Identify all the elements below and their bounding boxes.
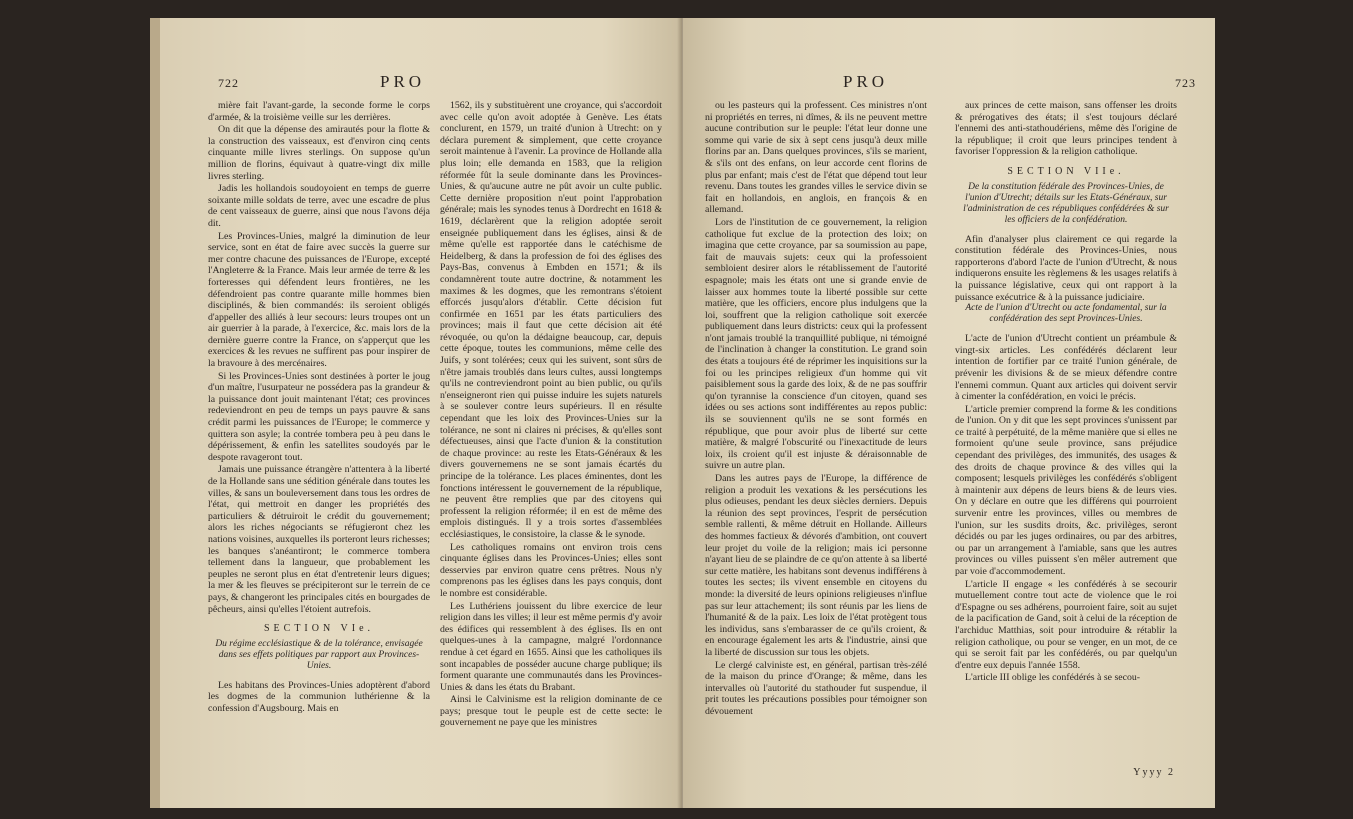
left-running-head: PRO	[380, 72, 426, 91]
paragraph: Afin d'analyser plus clairement ce qui regarde la constitution fédérale des Provinces-Unies, nous rapporterons d'abord l'acte de l'union d'Utrecht, & nous indiquerons ensuite les règlemens & les usages relatifs à la puissance législative, ceux qui ont rapport à la puissance exécutrice & à la puissance judiciaire.	[955, 233, 1177, 303]
left-page	[150, 18, 682, 808]
paragraph: Ainsi le Calvinisme est la religion dominante de ce pays; presque tout le peuple est de cette secte: le gouvernement ne paye que les ministres	[440, 694, 662, 729]
left-page-number: 722	[218, 76, 239, 90]
section-heading: SECTION VIIe.	[1007, 165, 1125, 177]
paragraph: Jadis les hollandois soudoyoient en temps de guerre soixante mille soldats de terre, avec une escadre de plus de cent vaisseaux de guerre, ainsi que nous l'avons déja dit.	[208, 183, 430, 229]
paragraph: 1562, ils y substituèrent une croyance, qui s'accordoit avec celle qu'on avoit adoptée à Genève. Les états conclurent, en 1579, un traité d'union à Utrecht: on y déclara purement & simplement, que cette croyance seroit maintenue à l'avenir. La province de Hollande alla plus loin; elle demanda en 1583, que la religion réformée fût la seule dominante dans les Provinces-Unies, & qu'aucune autre ne pût avoir un culte public. Cette dernière proposition n'eut point l'approbation générale; mais les synodes tenus à Dordrecht en 1618 & 1619, déclarèrent que la religion adoptée seroit enseignée publiquement dans les églises, ainsi & de même qu'elle est rapportée dans le catéchisme de Heidelberg, & dans la profession de foi des églises des Pays-Bas, convenus à Embden en 1571; & ils condamnèrent toute autre doctrine, & notamment les maximes & les dogmes, que les remontrans s'étoient efforcés jusqu'alors d'établir. Cette décision fut confirmée en 1651 par les états particuliers des provinces; mais il faut que cette décision ait été révoquée, ou qu'on la dédaigne beaucoup, car, depuis cette époque, toutes les communions, même celle des Juifs, y sont tolérées; ceux qui les suivent, sont sûrs de n'être jamais troublés dans leurs cultes, aussi longtemps qu'ils ne contreviendront point au bien public, ou qu'ils n'enseigneront rien qui puisse induire les sujets naturels à se soulever contre leurs supérieurs. Il en résulte cependant que les loix des Provinces-Unies sur la tolérance, ne sont ni claires ni précises, & qu'elles sont défectueuses, ainsi que l'acte d'union & la constitution de chaque province: au reste les Etats-Généraux & les divers gouvernemens ne se sont jamais écartés du principe de la tolérance. Les places éminentes, dont les fonctions intéressent le gouvernement de la république, ne peuvent être remplies que par des citoyens qui professent la religion réformée; il en est de même des emplois distingués. Il y a trois sortes d'assemblées ecclésiastiques, le consistoire, la classe & le synode.	[440, 100, 662, 540]
section-heading: SECTION VIe.	[263, 623, 375, 635]
paragraph: mière fait l'avant-garde, la seconde forme le corps d'armée, & la troisième veille sur les derrières.	[208, 100, 430, 123]
paragraph: Les catholiques romains ont environ trois cens cinquante églises dans les Provinces-Unies; elles sont desservies par environ quatre cens prêtres. Nous n'y comprenons pas les églises dans les pays conquis, dont le nombre est considérable.	[440, 541, 662, 599]
paragraph: On dit que la dépense des amirautés pour la flotte & la construction des vaisseaux, est d'environ cinq cents cinquante mille livres sterlings. On suppose qu'un million de florins, équivaut à quatre-vingt dix mille livres sterling.	[208, 124, 430, 182]
right-col-2	[955, 100, 1177, 790]
paragraph: Jamais une puissance étrangère n'attentera à la liberté de la Hollande sans une sédition générale dans toutes les villes, & sans un bouleversement dans tous les ordres de l'état, qui mettroit en danger les propriétés des particuliers & détruiroit le crédit du gouvernement; alors les riches négociants se réfugieront chez les nations voisines, auxquelles ils porteront leurs richesses; les banques s'anéantiront; le commerce tombera tellement dans la langueur, que probablement les peuples ne seront plus en état d'entretenir leurs digues; la mer & les fleuves se précipiteront sur le terrein de ce pays, & changeront les principales cités en bourgades de pêcheurs, ainsi qu'elles l'étoient autrefois.	[208, 464, 430, 615]
paragraph: L'article III oblige les confédérés à se secou-	[965, 672, 1141, 684]
left-col-2	[440, 100, 662, 790]
section-title: Du régime ecclésiastique & de la tolérance, envisagée dans ses effets politiques par rapport aux Provinces-Unies.	[215, 638, 423, 671]
paragraph: Les Provinces-Unies, malgré la diminution de leur service, sont en état de faire avec succès la guerre sur mer contre chacune des puissances de l'Europe, excepté l'Angleterre & la France. Mais leur armée de terre & les forteresses qui défendent leurs frontières, ne les défendroient pas contre quarante mille hommes bien disciplinés, & bien commandés: ils seroient obligés d'appeller des alliés à leur secours: leurs troupes ont un air guerrier à la parade, à l'exercice, &c. mais lors de la dernière guerre contre la France, on s'apperçut que les exercices & les revues ne suffirent pas pour inspirer de la bravoure à des mercénaires.	[208, 230, 430, 370]
subsection-title: Acte de l'union d'Utrecht ou acte fondamental, sur la confédération des sept Provinces-Unies.	[965, 303, 1167, 325]
paragraph: L'article II engage « les confédérés à se secourir mutuellement contre tout acte de violence que le roi d'Espagne ou ses adhérens, pourroient faire, soit au sujet de la pacification de Gand, soit à celui de la réception de l'archiduc Matthias, soit pour introduire & rétablir la religion catholique, ou pour se venger, en un mot, de ce qui se seroit fait par les confédérés, ou par quelqu'un d'entre eux depuis l'année 1558.	[955, 578, 1177, 671]
page-edge	[150, 18, 160, 808]
paragraph: aux princes de cette maison, sans offenser les droits & prérogatives des états; il s'est toujours déclaré l'ennemi des anti-stathoudériens, même dès l'origine de la république; il croit que leurs principes tendent à favoriser l'oppression & la religion catholique.	[955, 100, 1177, 158]
right-running-head: PRO	[843, 72, 889, 91]
open-book	[150, 18, 1215, 808]
paragraph: Le clergé calviniste est, en général, partisan très-zélé de la maison du prince d'Orange; & même, dans les intervalles où l'autorité du stathouder fut suspendue, il prit toutes les précautions possibles pour témoigner son dévouement	[705, 659, 927, 717]
paragraph: Les habitans des Provinces-Unies adoptèrent d'abord les dogmes de la communion luthérienne & la confession d'Augsbourg. Mais en	[208, 679, 430, 714]
right-page-number: 723	[1175, 76, 1196, 90]
paragraph: Dans les autres pays de l'Europe, la différence de religion a produit les vexations & les persécutions les plus odieuses, pendant les deux siècles derniers. Depuis la réunion des sept provinces, l'esprit de persécution semble rallenti, & même détruit en Hollande. Ailleurs des hommes factieux & dévorés d'ambition, ont couvert leur projet du voile de la religion; mais ici personne n'ayant lieu de se plaindre de ce qu'on attente à sa liberté sur cette matière, les habitans sont devenus indifférens à toutes les sectes; ils vivent ensemble en citoyens du monde: la diversité de leurs opinions religieuses n'influe pas sur leur attachement; ils sont réunis par les liens de l'humanité & de la paix. Les loix de l'état protègent tous les individus, sans s'embarasser de ce qu'ils croient, & en encourage également les arts & l'industrie, ainsi que la liberté de discussion sur tous les objets.	[705, 473, 927, 658]
signature-mark: Yyyy 2	[1133, 767, 1175, 778]
paragraph: ou les pasteurs qui la professent. Ces ministres n'ont ni propriétés en terres, ni dîmes, & ils ne peuvent mettre aucune contribution sur le peuple: l'état leur donne une somme qui varie de six à sept cens jusqu'à deux mille florins par an. Dans quelques provinces, s'ils se marient, & s'ils ont des enfans, on leur accorde cent florins de plus par enfant; mais c'est de l'état que dépend tout leur revenu. Dans toutes les grandes villes le service divin se fait en hollandois, en anglois, en françois & en allemand.	[705, 100, 927, 216]
paragraph: Si les Provinces-Unies sont destinées à porter le joug d'un maître, l'usurpateur ne possédera pas la grandeur & la puissance dont jouit maintenant l'état; ces provinces redeviendront en peu de temps un pays pauvre & sans crédit parmi les puissances de l'Europe; le commerce y quittera son asyle; la contrée tombera peu à peu dans le dépérissement, & enfin les satellites soudoyés par le despote ravageront tout.	[208, 370, 430, 463]
right-col-1	[705, 100, 927, 790]
paragraph: Lors de l'institution de ce gouvernement, la religion catholique fut exclue de la protection des loix; on imagina que cette croyance, par sa soumission au pape, fait de mauvais sujets: ceux qui la professoient sembloient desirer alors le rétablissement de l'autorité espagnole; mais les états ont une si grande envie de laisser aux hommes toute la liberté possible sur cette matière, que les officiers, encore plus indulgens que la loi, souffrent que la religion catholique soit exercée publiquement dans leurs districts: ceux qui la professent n'ont jamais troublé la tranquillité publique, ni témoigné de l'inclination à changer la constitution. Le grand soin des états a toujours été de réprimer les inquisitions sur la foi ou les principes religieux d'un homme qui vit paisiblement sous la garde des loix, & de ne pas souffrir qu'on tyrannise la conscience d'un citoyen, quand ses idées ou ses actions sont indifférentes au repos public: ils se souviennent qu'ils ne se sont formés en république, que pour avoir plus de liberté sur cette matière, & malgré l'obscurité ou l'inexactitude de leurs loix, ils croient qu'il est injuste & déraisonnable de suivre un autre plan.	[705, 216, 927, 472]
section-title: De la constitution fédérale des Provinces-Unies, de l'union d'Utrecht; détails sur les Etats-Généraux, sur l'administration de ces républiques confédérées & sur les officiers de la confédération.	[963, 181, 1169, 225]
right-page	[683, 18, 1215, 808]
paragraph: L'acte de l'union d'Utrecht contient un préambule & vingt-six articles. Les confédérés déclarent leur intention de fortifier par ce traité l'union générale, de prévenir les divisions & de se mieux défendre contre l'ennemi commun. Quant aux articles qui doivent servir à cimenter la confédération, en voici le précis.	[955, 333, 1177, 403]
paragraph: L'article premier comprend la forme & les conditions de l'union. On y dit que les sept provinces s'unissent par ce traité à perpétuité, de la même manière que si elles ne formoient qu'une seule province, sans préjudice cependant des privilèges, des immunités, des usages & des droits de chaque province & des villes qui la composent; lesquels privilèges les confédérés s'obligent à maintenir aux dépens de leurs biens & de leurs vies. On y déclare en outre que les différens qui pourroient survenir entre les provinces, villes ou membres de l'union, sur les susdits droits, &c. privilèges, seront décidés ou par les juges ordinaires, ou par des arbitres, ou par un arrangement à l'amiable, sans que les autres provinces ou villes puissent s'en mêler autrement que par voie d'accommodement.	[955, 403, 1177, 577]
left-col-1	[208, 100, 430, 790]
paragraph: Les Luthériens jouissent du libre exercice de leur religion dans les villes; il leur est même permis d'y avoir des édifices qui ressemblent à des églises. Ils en ont quelques-unes à la campagne, malgré l'ordonnance rendue à cet égard en 1655. Ainsi que les catholiques ils sont incapables de posséder aucune charge publique; ils forment quarante une communautés dans les Provinces-Unies & dans les états du Brabant.	[440, 600, 662, 693]
